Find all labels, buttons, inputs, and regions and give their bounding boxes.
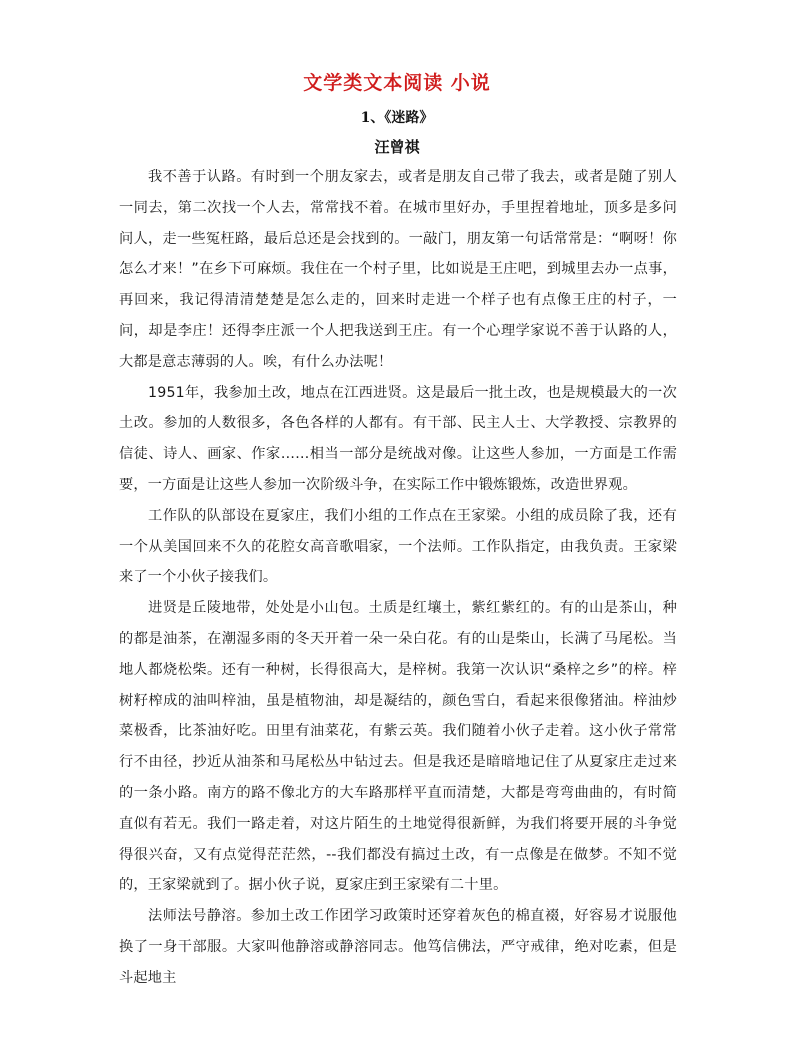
author-name: 汪曾祺 — [374, 138, 420, 156]
paragraph: 1951年，我参加土改，地点在江西进贤。这是最后一批土改，也是规模最大的一次土改。参加的人数很多，各色各样的人都有。有干部、民主人士、大学教授、宗教界的信徒、诗人、画家、作家……相当一部分是统战对像。让这些人参加，一方面是工作需要，一方面是让这些人参加一次阶级斗争，在实际工作中锻炼锻炼，改造世界观。 — [119, 384, 677, 493]
story-body — [119, 162, 677, 994]
document-title: 文学类文本阅读 小说 — [303, 72, 491, 94]
paragraph: 进贤是丘陵地带，处处是小山包。土质是红壤土，紫红紫红的。有的山是茶山，种的都是油茶，在潮湿多雨的冬天开着一朵一朵白花。有的山是柴山，长满了马尾松。当地人都烧松柴。还有一种树，长得很高大，是梓树。我第一次认识“桑梓之乡”的梓。梓树籽榨成的油叫梓油，虽是植物油，却是凝结的，颜色雪白，看起来很像猪油。梓油炒菜极香，比茶油好吃。田里有油菜花，有紫云英。我们随着小伙子走着。这小伙子常常行不由径，抄近从油茶和马尾松丛中钻过去。但是我还是暗暗地记住了从夏家庄走过来的一条小路。南方的路不像北方的大车路那样平直而清楚，大都是弯弯曲曲的，有时简直似有若无。我们一路走着，对这片陌生的土地觉得很新鲜，为我们将要开展的斗争觉得很兴奋，又有点觉得茫茫然，--我们都没有搞过土改，有一点像是在做梦。不知不觉的，王家梁就到了。据小伙子说，夏家庄到王家梁有二十里。 — [119, 600, 677, 894]
story-title: 1、《迷路》 — [360, 110, 434, 126]
paragraph: 我不善于认路。有时到一个朋友家去，或者是朋友自己带了我去，或者是随了别人一同去，第二次找一个人去，常常找不着。在城市里好办，手里捏着地址，顶多是多问问人，走一些冤枉路，最后总还是会找到的。一敲门，朋友第一句话常常是：“啊呀！你怎么才来！”在乡下可麻烦。我住在一个村子里，比如说是王庄吧，到城里去办一点事，再回来，我记得清清楚楚是怎么走的，回来时走进一个样子也有点像王庄的村子，一问，却是李庄！还得李庄派一个人把我送到王庄。有一个心理学家说不善于认路的人，大都是意志薄弱的人。唉，有什么办法呢！ — [119, 169, 677, 370]
paragraph: 法师法号静溶。参加土改工作团学习政策时还穿着灰色的棉直裰，好容易才说服他换了一身干部服。大家叫他静溶或静溶同志。他笃信佛法，严守戒律，绝对吃素，但是斗起地主 — [119, 908, 677, 986]
paragraph: 工作队的队部设在夏家庄，我们小组的工作点在王家梁。小组的成员除了我，还有一个从美国回来不久的花腔女高音歌唱家，一个法师。工作队指定，由我负责。王家梁来了一个小伙子接我们。 — [119, 507, 677, 586]
